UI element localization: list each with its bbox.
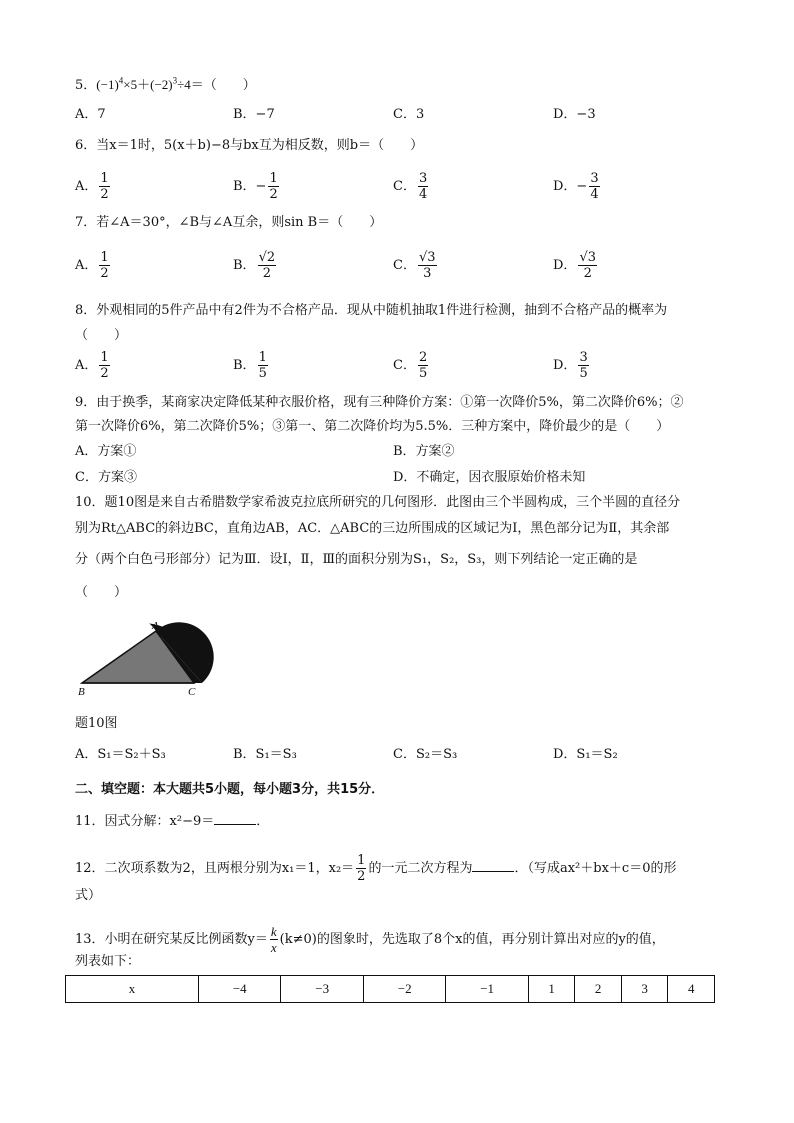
q11-answer-blank[interactable]	[214, 812, 256, 825]
q7-option-d[interactable]: D． $\frac{√3}{2}$	[553, 250, 596, 281]
q8-option-b[interactable]: B． $\frac{1}{5}$	[233, 350, 267, 381]
q10-figure-caption: 题10图	[75, 716, 118, 731]
q8-option-d[interactable]: D． $\frac{3}{5}$	[553, 350, 588, 381]
table-row	[66, 976, 715, 1003]
q5-expression: $(-1)^4\times 5+(-2)^3\div 4$	[96, 75, 191, 92]
q9-option-c[interactable]: C．方案③	[75, 470, 137, 485]
q9-stem-line1: 9．由于换季，某商家决定降低某种衣服价格，现有三种降价方案：①第一次降价5%，第二次降价6%；②	[75, 395, 684, 410]
q10-option-a[interactable]: A．S₁＝S₂＋S₃	[75, 747, 166, 762]
q13-stem-line2: 列表如下：	[75, 954, 141, 969]
q8-option-c[interactable]: C． $\frac{2}{5}$	[393, 350, 428, 381]
q5-option-d[interactable]: D．−3	[553, 107, 596, 122]
q8-stem: 8．外观相同的5件产品中有2件为不合格产品．现从中随机抽取1件进行检测，抽到不合格产品的概率为	[75, 303, 668, 318]
q7-option-c[interactable]: C． $\frac{√3}{3}$	[393, 250, 436, 281]
q6-option-d[interactable]: D．− $\frac{3}{4}$	[553, 171, 599, 202]
q5-option-c[interactable]: C．3	[393, 107, 425, 122]
q10-option-d[interactable]: D．S₁＝S₂	[553, 747, 618, 762]
q10-answer-paren: （ ）	[75, 585, 128, 600]
q6-option-b[interactable]: B．− $\frac{1}{2}$	[233, 171, 278, 202]
q13-stem-line1: 13．小明在研究某反比例函数y＝ $\frac{k}{x}$ (k≠0)的图象时，先选取了8个x的值，再分别计算出对应的y的值，	[75, 924, 665, 955]
q9-stem-line2: 第一次降价6%，第二次降价5%；③第一、第二次降价均为5.5%．三种方案中，降价最少的是（ ）	[75, 419, 670, 434]
q7-option-a[interactable]: A． $\frac{1}{2}$	[75, 250, 109, 281]
table-cell: −1	[446, 976, 528, 1003]
q13-value-table	[65, 975, 715, 1003]
table-cell: 3	[621, 976, 668, 1003]
q12-stem-line1: 12．二次项系数为2，且两根分别为x₁＝1，x₂＝ $\frac{1}{2}$ 的一元二次方程为 ．（写成ax²＋bx＋c＝0的形	[75, 853, 677, 884]
q10-stem-line1: 10．题10图是来自古希腊数学家希波克拉底所研究的几何图形．此图由三个半圆构成，三个半圆的直径分	[75, 495, 681, 510]
q10-figure	[70, 610, 220, 700]
q8-option-a[interactable]: A． $\frac{1}{2}$	[75, 350, 109, 381]
q10-stem-line2: 别为Rt△ABC的斜边BC，直角边AB，AC．△ABC的三边所围成的区域记为Ⅰ，黑色部分记为Ⅱ，其余部	[75, 521, 670, 536]
table-cell: x	[66, 976, 199, 1003]
table-cell: 4	[668, 976, 715, 1003]
q9-option-d[interactable]: D．不确定，因衣服原始价格未知	[393, 470, 586, 485]
section-2-heading: 二、填空题：本大题共5小题，每小题3分，共15分．	[75, 782, 385, 797]
table-cell: 1	[528, 976, 575, 1003]
q9-option-a[interactable]: A．方案①	[75, 444, 137, 459]
q5-option-a[interactable]: A．7	[75, 107, 106, 122]
table-cell: −2	[363, 976, 445, 1003]
q12-answer-blank[interactable]	[472, 859, 514, 872]
q5-option-b[interactable]: B．−7	[233, 107, 275, 122]
q12-stem-line2: 式）	[75, 888, 102, 903]
q7-option-b[interactable]: B． $\frac{√2}{2}$	[233, 250, 276, 281]
q9-option-b[interactable]: B．方案②	[393, 444, 455, 459]
q6-stem: 6．当x＝1时，5(x＋b)−8与bx互为相反数，则b＝（ ）	[75, 138, 424, 153]
q10-stem-line3: 分（两个白色弓形部分）记为Ⅲ．设Ⅰ，Ⅱ，Ⅲ的面积分别为S₁，S₂，S₃，则下列结论一定正确的是	[75, 552, 638, 567]
label-b: B	[78, 686, 85, 698]
table-cell: −3	[281, 976, 363, 1003]
table-cell: 2	[575, 976, 622, 1003]
q7-stem: 7．若∠A＝30°，∠B与∠A互余，则sin B＝（ ）	[75, 215, 383, 230]
label-a: A	[152, 620, 159, 632]
q10-option-b[interactable]: B．S₁＝S₃	[233, 747, 297, 762]
q5-stem: 5．$(-1)^4\times 5+(-2)^3\div 4=$（ ）	[75, 75, 256, 93]
q6-option-a[interactable]: A． $\frac{1}{2}$	[75, 171, 109, 202]
q10-option-c[interactable]: C．S₂＝S₃	[393, 747, 458, 762]
q6-option-c[interactable]: C． $\frac{3}{4}$	[393, 171, 428, 202]
q11-stem: 11．因式分解：x²−9＝ ．	[75, 814, 270, 829]
label-c: C	[188, 686, 196, 698]
table-cell: −4	[199, 976, 281, 1003]
q8-answer-paren: （ ）	[75, 328, 128, 343]
